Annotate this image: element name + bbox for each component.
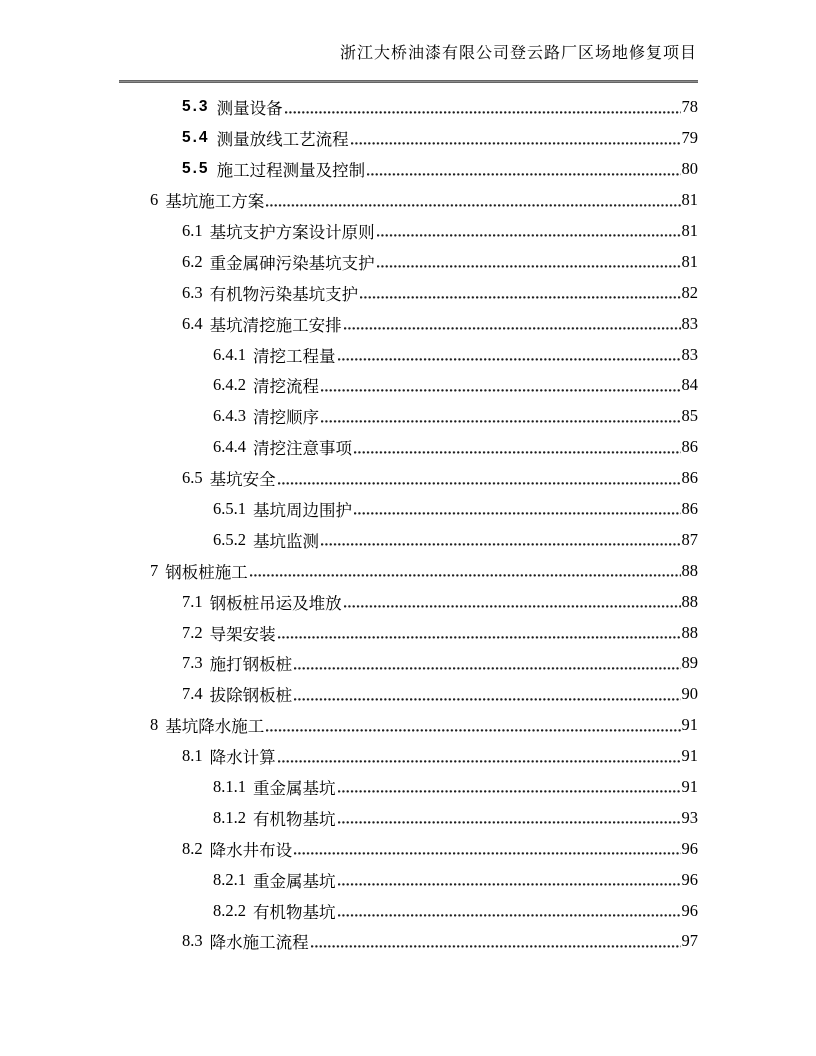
toc-entry[interactable]	[120, 555, 698, 586]
toc-entry-label: 有机物基坑	[253, 902, 336, 922]
toc-entry-label: 基坑支护方案设计原则	[209, 223, 375, 242]
toc-entry-number: 8.2.1	[213, 869, 246, 889]
toc-entry[interactable]	[120, 185, 698, 216]
toc-leader-dots	[377, 265, 681, 268]
toc-list	[120, 92, 698, 957]
toc-entry-number: 5.3	[182, 98, 210, 116]
toc-entry-label: 降水计算	[209, 748, 276, 768]
toc-entry[interactable]	[120, 494, 698, 525]
toc-entry-label: 测量设备	[216, 99, 283, 119]
toc-entry-number: 7.3	[182, 653, 203, 673]
toc-leader-dots	[278, 760, 681, 763]
toc-entry-label: 降水井布设	[209, 840, 293, 860]
toc-entry-label: 钢板桩吊运及堆放	[209, 593, 342, 613]
toc-leader-dots	[344, 327, 681, 330]
toc-leader-dots	[278, 482, 681, 485]
toc-entry-page-number: 81	[681, 190, 698, 210]
toc-entry-page-number: 91	[681, 715, 698, 735]
toc-entry-number: 8.1	[182, 746, 203, 766]
toc-entry-page-number: 87	[681, 529, 698, 549]
toc-leader-dots	[311, 945, 681, 948]
toc-entry[interactable]	[120, 741, 698, 772]
toc-entry-label: 清挖顺序	[253, 408, 319, 428]
header-title: 浙江大桥油漆有限公司登云路厂区场地修复项目	[339, 45, 697, 62]
toc-entry-page-number: 96	[681, 838, 698, 858]
toc-entry-page-number: 81	[681, 251, 698, 271]
toc-entry-page-number: 93	[681, 807, 698, 827]
toc-entry-label: 降水施工流程	[209, 933, 309, 953]
toc-leader-dots	[338, 821, 681, 824]
toc-entry-page-number: 91	[681, 777, 698, 797]
toc-entry-page-number: 81	[681, 221, 698, 240]
toc-entry-label: 基坑周边围护	[253, 501, 352, 521]
toc-leader-dots	[294, 852, 680, 855]
toc-entry-label: 施打钢板桩	[209, 655, 293, 675]
toc-entry-page-number: 83	[681, 313, 698, 333]
toc-entry-label: 基坑安全	[209, 470, 276, 490]
toc-entry-number: 7	[150, 560, 159, 580]
header-rule	[119, 80, 698, 83]
toc-leader-dots	[360, 296, 680, 299]
toc-entry-page-number: 78	[681, 97, 698, 117]
toc-entry-number: 6	[150, 190, 159, 210]
toc-leader-dots	[294, 667, 680, 670]
toc-entry-label: 有机物基坑	[253, 809, 336, 829]
toc-entry[interactable]	[120, 123, 698, 154]
toc-entry-label: 基坑清挖施工安排	[209, 315, 342, 335]
toc-entry[interactable]	[120, 772, 698, 803]
toc-entry[interactable]	[120, 370, 698, 401]
toc-entry-number: 8.3	[182, 931, 203, 951]
toc-entry[interactable]	[120, 277, 698, 308]
toc-entry-number: 8.1.2	[213, 807, 246, 827]
toc-entry-page-number: 80	[681, 159, 698, 179]
toc-entry[interactable]	[120, 246, 698, 277]
toc-entry[interactable]	[120, 401, 698, 432]
toc-entry-number: 6.2	[182, 251, 203, 271]
toc-entry-label: 基坑监测	[253, 531, 319, 551]
toc-entry[interactable]	[120, 586, 698, 617]
page-header	[120, 44, 697, 64]
toc-leader-dots	[367, 173, 680, 176]
toc-leader-dots	[354, 451, 681, 454]
toc-entry-page-number: 79	[681, 128, 698, 148]
toc-leader-dots	[294, 698, 680, 701]
toc-entry-label: 重金属基坑	[253, 779, 336, 799]
toc-entry-page-number: 88	[681, 622, 698, 642]
toc-entry-number: 5.5	[182, 160, 210, 178]
toc-leader-dots	[278, 636, 681, 639]
toc-entry[interactable]	[120, 339, 698, 370]
toc-entry-page-number: 90	[681, 684, 698, 704]
toc-entry[interactable]	[120, 524, 698, 555]
toc-leader-dots	[344, 605, 681, 608]
toc-leader-dots	[338, 790, 681, 793]
toc-leader-dots	[321, 420, 681, 423]
toc-entry-number: 6.1	[182, 221, 203, 240]
toc-entry[interactable]	[120, 154, 698, 185]
toc-leader-dots	[354, 512, 681, 515]
toc-entry[interactable]	[120, 833, 698, 864]
toc-entry-page-number: 84	[681, 375, 698, 395]
toc-entry-label: 测量放线工艺流程	[216, 130, 349, 150]
toc-entry-page-number: 86	[681, 499, 698, 519]
toc-entry-page-number: 96	[681, 900, 698, 920]
toc-entry[interactable]	[120, 432, 698, 463]
toc-entry-number: 6.4	[182, 313, 203, 333]
toc-entry-label: 清挖工程量	[253, 346, 336, 366]
toc-entry-page-number: 85	[681, 406, 698, 426]
toc-entry[interactable]	[120, 895, 698, 926]
toc-entry-number: 5.4	[182, 129, 210, 147]
toc-entry-label: 重金属砷污染基坑支护	[209, 253, 375, 273]
toc-entry-page-number: 82	[681, 282, 698, 302]
toc-entry-number: 6.4.3	[213, 406, 246, 426]
toc-entry-number: 8.2.2	[213, 900, 246, 920]
toc-entry-number: 6.4.1	[213, 344, 246, 364]
toc-entry[interactable]	[120, 92, 698, 123]
toc-entry[interactable]	[120, 648, 698, 679]
toc-leader-dots	[321, 389, 681, 392]
toc-entry-page-number: 97	[681, 931, 698, 951]
toc-leader-dots	[338, 358, 681, 361]
toc-entry-page-number: 88	[681, 591, 698, 611]
toc-entry-label: 钢板桩施工	[165, 562, 248, 582]
toc-entry-number: 6.4.4	[213, 437, 246, 457]
toc-entry-label: 导架安装	[209, 624, 276, 644]
toc-entry-label: 重金属基坑	[253, 871, 336, 891]
toc-entry-number: 8.2	[182, 838, 203, 858]
toc-entry[interactable]	[120, 308, 698, 339]
toc-entry-number: 8	[150, 715, 159, 735]
toc-entry-number: 7.1	[182, 591, 203, 611]
toc-leader-dots	[285, 111, 681, 114]
toc-entry[interactable]	[120, 802, 698, 833]
toc-entry[interactable]	[120, 216, 698, 247]
toc-entry-page-number: 89	[681, 653, 698, 673]
toc-leader-dots	[351, 142, 681, 145]
toc-leader-dots	[266, 729, 680, 732]
toc-leader-dots	[266, 204, 680, 207]
toc-entry-label: 基坑施工方案	[165, 192, 265, 212]
toc-entry-number: 8.1.1	[213, 777, 246, 797]
toc-entry-number: 6.5.2	[213, 529, 246, 549]
toc-leader-dots	[321, 543, 681, 546]
toc-leader-dots	[250, 574, 681, 577]
toc-entry-number: 7.2	[182, 622, 203, 642]
toc-entry[interactable]	[120, 710, 698, 741]
toc-entry-label: 拔除钢板桩	[209, 686, 293, 706]
toc-entry-number: 6.5	[182, 468, 203, 488]
toc-entry[interactable]	[120, 617, 698, 648]
toc-leader-dots	[377, 234, 681, 237]
toc-entry-label: 基坑降水施工	[165, 717, 265, 737]
toc-entry-page-number: 86	[681, 468, 698, 488]
toc-entry[interactable]	[120, 864, 698, 895]
toc-entry-number: 6.3	[182, 282, 203, 302]
toc-entry[interactable]	[120, 463, 698, 494]
toc-entry-page-number: 91	[681, 746, 698, 766]
toc-entry-number: 6.4.2	[213, 375, 246, 395]
toc-entry-label: 清挖注意事项	[253, 439, 352, 459]
toc-entry-page-number: 96	[681, 869, 698, 889]
toc-leader-dots	[338, 914, 681, 917]
toc-entry[interactable]	[120, 679, 698, 710]
toc-entry-number: 6.5.1	[213, 499, 246, 519]
toc-leader-dots	[338, 883, 681, 886]
toc-entry-number: 7.4	[182, 684, 203, 704]
toc-entry-page-number: 86	[681, 437, 698, 457]
toc-entry-label: 清挖流程	[253, 377, 319, 397]
toc-entry-page-number: 88	[681, 560, 698, 580]
toc-entry-page-number: 83	[681, 344, 698, 364]
toc-entry[interactable]	[120, 926, 698, 957]
toc-entry-label: 有机物污染基坑支护	[209, 284, 359, 304]
toc-entry-label: 施工过程测量及控制	[216, 161, 366, 181]
